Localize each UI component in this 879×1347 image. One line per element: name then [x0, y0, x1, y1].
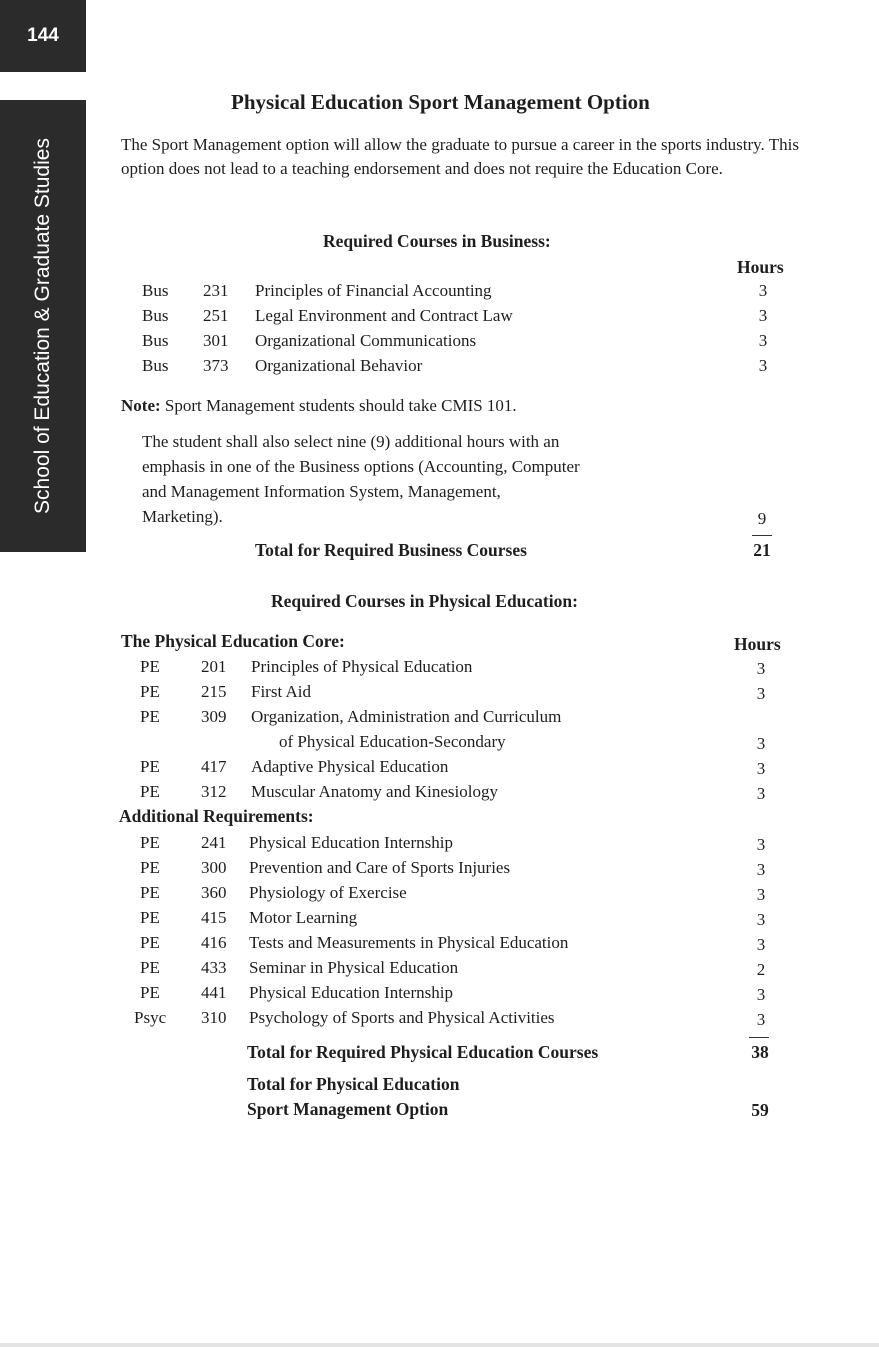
course-dept: Bus [142, 281, 169, 300]
page-bottom-edge [0, 1343, 879, 1347]
business-note [121, 396, 517, 416]
course-title: Physical Education Internship [249, 833, 453, 852]
course-dept: Bus [142, 306, 169, 325]
course-title: Legal Environment and Contract Law [255, 306, 513, 325]
course-title: Seminar in Physical Education [249, 958, 459, 977]
course-number: 416 [201, 933, 227, 952]
course-number: 415 [201, 908, 227, 927]
course-number: 231 [203, 281, 229, 300]
pe-core-label: The Physical Education Core: [121, 631, 345, 651]
pe-total-hours: 38 [751, 1042, 769, 1062]
course-hours: 3 [756, 885, 766, 904]
course-hours: 3 [756, 684, 766, 703]
course-dept: Psyc [134, 1008, 167, 1027]
course-title: Muscular Anatomy and Kinesiology [251, 782, 498, 801]
elective-line: The student shall also select nine (9) additional hours with an [142, 432, 560, 451]
pe-heading: Required Courses in Physical Education: [271, 591, 578, 611]
course-number: 373 [203, 356, 229, 375]
course-number: 441 [201, 983, 227, 1002]
course-title: Principles of Financial Accounting [255, 281, 492, 300]
course-dept: PE [140, 657, 160, 676]
note-label: Note: [121, 396, 161, 415]
course-number: 301 [203, 331, 229, 350]
course-dept: PE [140, 682, 160, 701]
course-title-continued: of Physical Education-Secondary [279, 732, 506, 751]
course-title: Physiology of Exercise [249, 883, 407, 902]
course-number: 251 [203, 306, 229, 325]
course-dept: Bus [142, 331, 169, 350]
course-dept: PE [140, 858, 160, 877]
course-hours: 3 [758, 331, 768, 350]
course-dept: PE [140, 707, 160, 726]
course-number: 201 [201, 657, 227, 676]
course-hours: 3 [756, 860, 766, 879]
course-hours: 3 [756, 910, 766, 929]
pe-additional-label: Additional Requirements: [119, 806, 314, 826]
section-side-tab [0, 100, 86, 552]
course-number: 417 [201, 757, 227, 776]
course-dept: PE [140, 757, 160, 776]
course-title: Physical Education Internship [249, 983, 453, 1002]
business-heading: Required Courses in Business: [323, 231, 551, 251]
course-title: First Aid [251, 682, 311, 701]
business-total-label: Total for Required Business Courses [255, 540, 527, 560]
total-rule [752, 535, 772, 536]
course-hours: 3 [756, 835, 766, 854]
course-hours: 3 [758, 306, 768, 325]
course-dept: PE [140, 908, 160, 927]
grand-total-label: Total for Physical Education [247, 1074, 460, 1094]
course-hours: 3 [756, 784, 766, 803]
course-number: 312 [201, 782, 227, 801]
course-hours: 3 [756, 659, 766, 678]
intro-paragraph: The Sport Management option will allow the graduate to pursue a career in the sports industry. This option does not lead to a teaching endorsement and does not require the Education Core. [121, 135, 799, 178]
course-hours: 3 [756, 759, 766, 778]
page-title: Physical Education Sport Management Option [231, 90, 650, 114]
course-number: 241 [201, 833, 227, 852]
grand-total-label-continued: Sport Management Option [247, 1099, 449, 1119]
course-title: Motor Learning [249, 908, 358, 927]
course-title: Psychology of Sports and Physical Activities [249, 1008, 555, 1027]
course-number: 310 [201, 1008, 227, 1027]
course-title: Organizational Behavior [255, 356, 423, 375]
course-title: Adaptive Physical Education [251, 757, 449, 776]
course-title: Prevention and Care of Sports Injuries [249, 858, 511, 877]
course-dept: PE [140, 958, 160, 977]
course-hours: 3 [756, 935, 766, 954]
course-dept: PE [140, 933, 160, 952]
course-dept: PE [140, 983, 160, 1002]
course-hours: 3 [758, 281, 768, 300]
total-rule [749, 1037, 769, 1038]
course-hours: 3 [756, 985, 766, 1004]
course-hours: 2 [756, 960, 766, 979]
elective-line: and Management Information System, Management, [142, 482, 501, 501]
grand-total-hours: 59 [751, 1100, 769, 1120]
course-number: 300 [201, 858, 227, 877]
pe-total-label: Total for Required Physical Education Courses [247, 1042, 599, 1062]
course-number: 215 [201, 682, 227, 701]
course-dept: Bus [142, 356, 169, 375]
course-title: Tests and Measurements in Physical Education [249, 933, 569, 952]
elective-line: Marketing). [142, 507, 223, 526]
business-total-hours: 21 [753, 540, 771, 560]
course-number: 309 [201, 707, 227, 726]
course-title: Organization, Administration and Curriculum [251, 707, 562, 726]
pe-hours-header: Hours [734, 634, 781, 654]
section-side-tab-label: School of Education & Graduate Studies [31, 138, 54, 514]
course-hours: 3 [756, 734, 766, 753]
course-title: Principles of Physical Education [251, 657, 473, 676]
course-dept: PE [140, 833, 160, 852]
course-hours: 3 [758, 356, 768, 375]
course-title: Organizational Communications [255, 331, 477, 350]
course-number: 360 [201, 883, 227, 902]
course-number: 433 [201, 958, 227, 977]
course-dept: PE [140, 782, 160, 801]
page-number: 144 [0, 0, 86, 72]
business-hours-header: Hours [737, 257, 784, 277]
note-text: Sport Management students should take CMIS 101. [164, 396, 517, 415]
elective-line: emphasis in one of the Business options (Accounting, Computer [142, 457, 580, 476]
course-hours: 3 [756, 1010, 766, 1029]
course-dept: PE [140, 883, 160, 902]
elective-hours: 9 [757, 509, 767, 528]
